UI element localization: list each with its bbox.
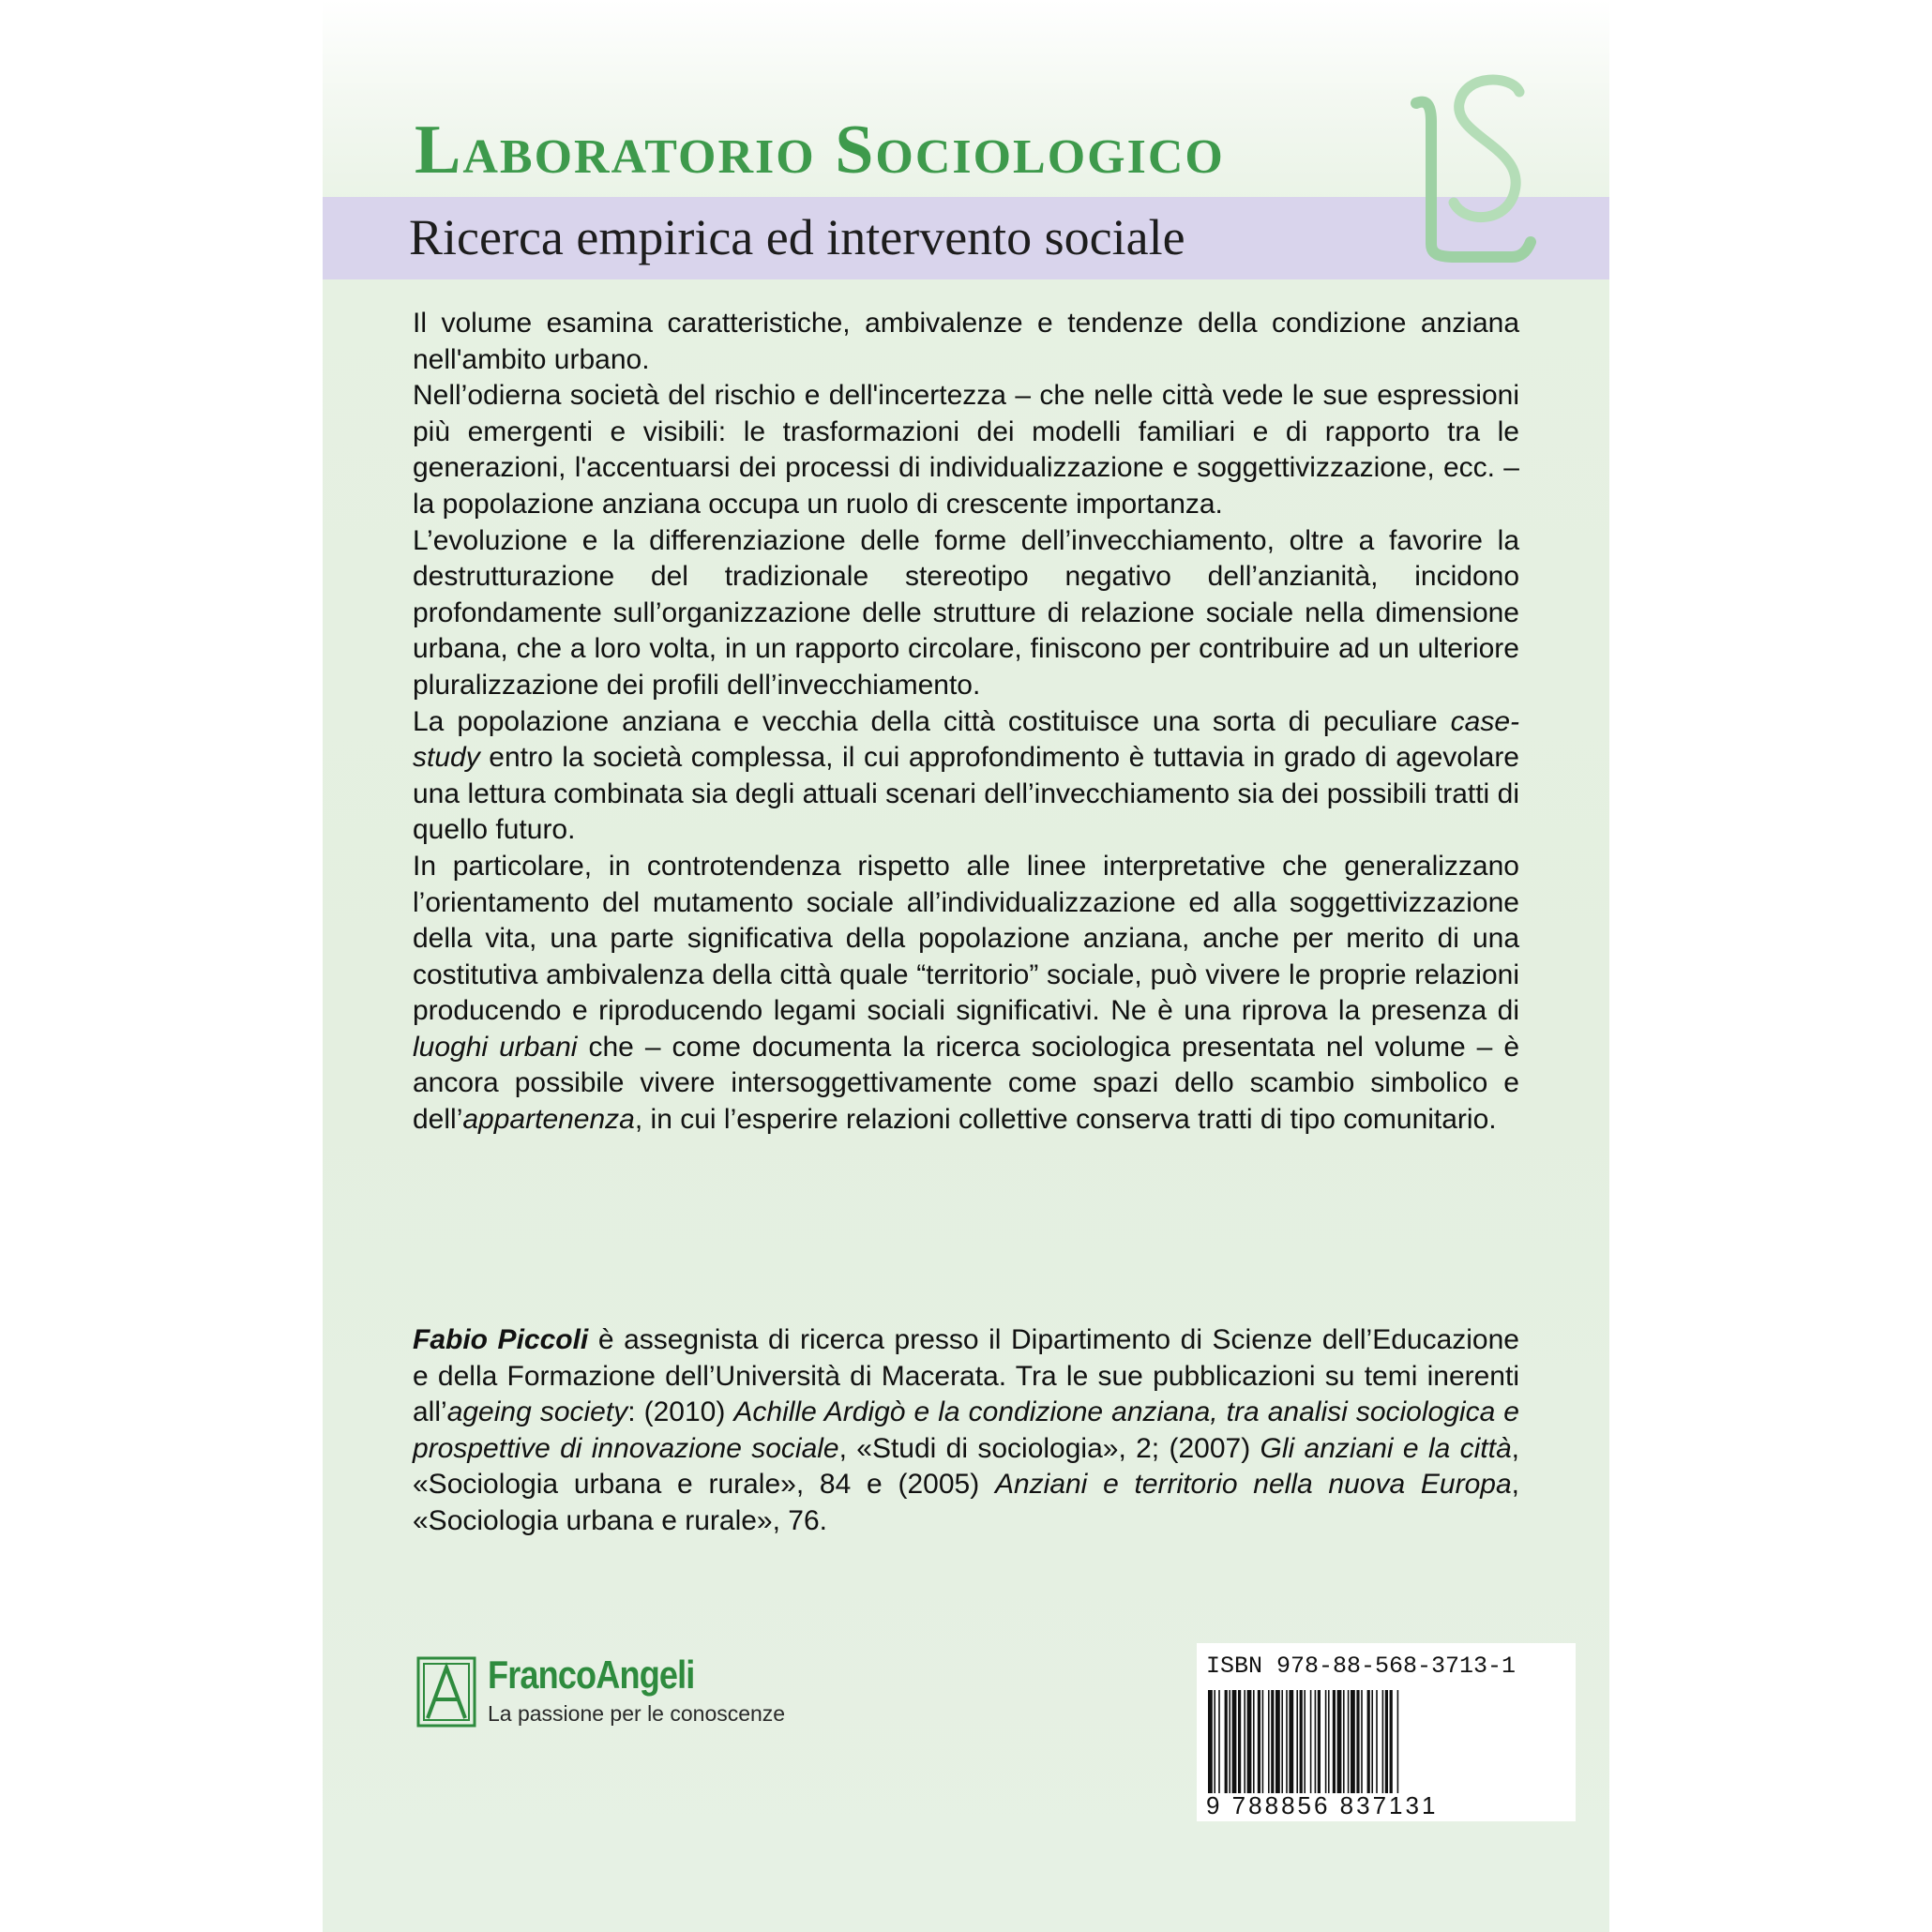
isbn-barcode-panel xyxy=(1197,1643,1576,1821)
barcode-bar xyxy=(1247,1690,1252,1793)
publisher-tagline: La passione per le conoscenze xyxy=(488,1701,786,1726)
barcode-digits: 9 788856 837131 xyxy=(1206,1791,1439,1819)
paragraph-1: Il volume esamina caratteristiche, ambivalenze e tendenze della condizione anziana nell'ambito urbano. xyxy=(413,308,1519,375)
bio-paragraph: Fabio Piccoli è assegnista di ricerca presso il Dipartimento di Scienze dell’Educazione e della Formazione dell’Università di Macerata. Tra le sue pubblicazioni su temi inerenti all’ageing society: (2010) Achille Ardigò e la condizione anziana, tra analisi sociologica e prospettive di innovazione sociale, «Studi di sociologia», 2; (2007) Gli anziani e la città, «Sociologia urbana e rurale», 84 e (2005) Anziani e territorio nella nuova Europa, «Sociologia urbana e rurale», 76. xyxy=(413,1324,1520,1536)
ls-monogram-logo xyxy=(1399,66,1540,272)
paragraph-5: In particolare, in controtendenza rispetto alle linee interpretative che generalizzano l’orientamento del mutamento sociale all’individualizzazione ed alla soggettivizzazione della vita, una parte significativa della popolazione anziana, anche per merito di una costitutiva ambivalenza della città quale “territorio” sociale, può vivere le proprie relazioni producendo e riproducendo legami sociali significativi. Ne è una riprova la presenza di luoghi urbani che – come documenta la ricerca sociologica presentata nel volume – è ancora possibile vivere intersoggettivamente come spazi dello scambio simbolico e dell’appartenenza, in cui l’esperire relazioni collettive conserva tratti di tipo comunitario. xyxy=(413,850,1520,1136)
barcode-bar xyxy=(1304,1690,1306,1793)
barcode-bar xyxy=(1318,1690,1321,1793)
series-title: Laboratorio Sociologico xyxy=(415,112,1225,189)
barcode-bar xyxy=(1343,1690,1345,1793)
barcode-bar xyxy=(1371,1690,1373,1793)
barcode-bar xyxy=(1348,1690,1350,1793)
barcode-bar xyxy=(1208,1690,1213,1793)
barcode-bar xyxy=(1258,1690,1260,1793)
barcode-bar xyxy=(1275,1690,1280,1793)
barcode-bar xyxy=(1382,1690,1384,1793)
barcode-bar xyxy=(1397,1690,1399,1793)
barcode-bar xyxy=(1325,1690,1327,1793)
barcode-bar xyxy=(1244,1690,1245,1793)
barcode-bar xyxy=(1286,1690,1288,1793)
barcode-bar xyxy=(1351,1690,1355,1793)
series-subtitle: Ricerca empirica ed intervento sociale xyxy=(409,209,1185,265)
barcode-bar xyxy=(1315,1690,1317,1793)
barcode-bar xyxy=(1385,1690,1388,1793)
barcode-bar xyxy=(1361,1690,1363,1793)
barcode-bar xyxy=(1271,1690,1274,1793)
barcode-bar xyxy=(1289,1690,1293,1793)
publisher-logo xyxy=(416,1653,810,1737)
barcode-bar xyxy=(1296,1690,1298,1793)
isbn-label: ISBN 978-88-568-3713-1 xyxy=(1206,1653,1517,1680)
barcode-bar xyxy=(1238,1690,1241,1793)
barcode-bar xyxy=(1337,1690,1342,1793)
barcode-bar xyxy=(1281,1690,1283,1793)
author-bio xyxy=(413,1322,1519,1540)
book-back-cover xyxy=(323,0,1609,1932)
barcode-bar xyxy=(1229,1690,1230,1793)
author-name: Fabio Piccoli xyxy=(413,1324,589,1355)
barcode-bar xyxy=(1376,1690,1378,1793)
barcode-icon xyxy=(1204,1690,1570,1793)
francoangeli-mark-icon xyxy=(416,1656,476,1728)
barcode-bar xyxy=(1300,1690,1303,1793)
barcode-bar xyxy=(1390,1690,1393,1793)
barcode-bar xyxy=(1232,1690,1237,1793)
barcode-bar xyxy=(1367,1690,1370,1793)
publisher-name: FrancoAngeli xyxy=(488,1653,695,1697)
barcode-bar xyxy=(1253,1690,1255,1793)
barcode-bar xyxy=(1262,1690,1264,1793)
barcode-bar xyxy=(1268,1690,1270,1793)
barcode-bar xyxy=(1356,1690,1359,1793)
paragraph-4: La popolazione anziana e vecchia della città costituisce una sorta di peculiare case-study entro la società complessa, il cui approfondimento è tuttavia in grado di agevolare una lettura combinata sia degli attuali scenari dell’invecchiamento sia dei possibili tratti di quello futuro. xyxy=(413,705,1519,846)
barcode-bar xyxy=(1225,1690,1228,1793)
barcode-bar xyxy=(1214,1690,1215,1793)
barcode-bar xyxy=(1218,1690,1220,1793)
barcode-bar xyxy=(1310,1690,1312,1793)
paragraph-3: L’evoluzione e la differenziazione delle forme dell’invecchiamento, oltre a favorire la destrutturazione del tradizionale stereotipo negativo dell’anzianità, incidono profondamente sull’organizzazione delle strutture di relazione sociale nella dimensione urbana, che a loro volta, in un rapporto circolare, finiscono per contribuire ad un ulteriore pluralizzazione dei profili dell’invecchiamento. xyxy=(413,524,1519,701)
paragraph-2: Nell’odierna società del rischio e dell'incertezza – che nelle città vede le sue espressioni più emergenti e visibili: le trasformazioni dei modelli familiari e di rapporto tra le generazioni, l'accentuarsi dei processi di individualizzazione e soggettivizzazione, ecc. – la popolazione anziana occupa un ruolo di crescente importanza. xyxy=(413,380,1519,520)
barcode-bar xyxy=(1328,1690,1330,1793)
description-text xyxy=(413,306,1519,1139)
barcode-bar xyxy=(1333,1690,1336,1793)
